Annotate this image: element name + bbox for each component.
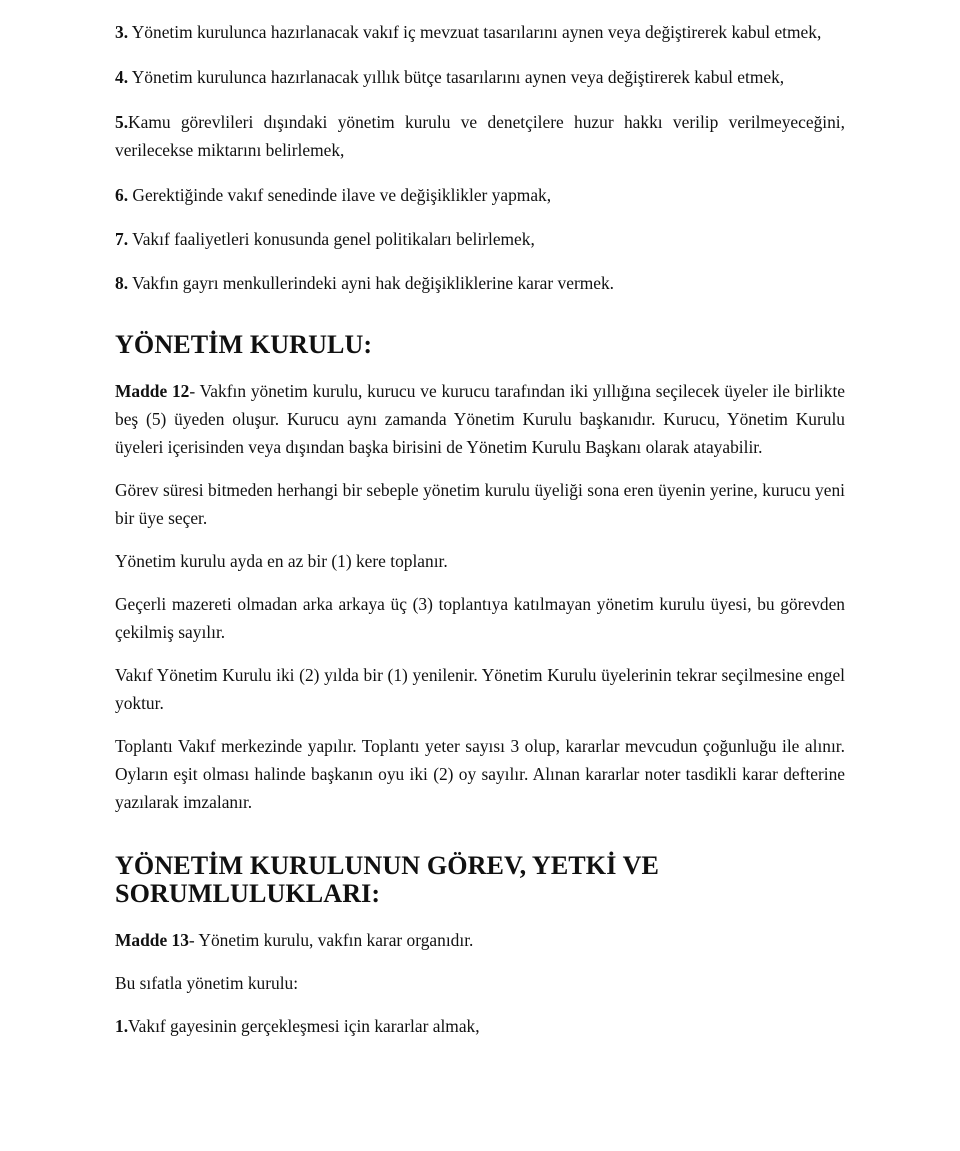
paragraph-yenilenme: Vakıf Yönetim Kurulu iki (2) yılda bir (1) yenilenir. Yönetim Kurulu üyelerinin tekrar seçilmesine engel yoktur. (115, 665, 845, 713)
document-page (115, 18, 845, 1040)
item-text: Gerektiğinde vakıf senedinde ilave ve değişiklikler yapmak, (128, 185, 552, 205)
item-number: 4. (115, 67, 129, 87)
madde-text: - Yönetim kurulu, vakfın karar organıdır. (188, 930, 474, 950)
list-item-8 (115, 269, 845, 297)
item-number: 3. (115, 22, 129, 42)
item-text: Kamu görevlileri dışındaki yönetim kurulu ve denetçilere huzur hakkı verilip verilmeyeceğini, verilecekse miktarını belirlemek, (115, 112, 845, 160)
paragraph-gorev-suresi: Görev süresi bitmeden herhangi bir sebeple yönetim kurulu üyeliği sona eren üyenin yerine, kurucu yeni bir üye seçer. (115, 480, 845, 528)
list-item-7 (115, 225, 845, 253)
item-number: 1. (115, 1016, 129, 1036)
section-heading-yonetim-kurulu: YÖNETİM KURULU: (115, 330, 373, 359)
paragraph-toplanti: Toplantı Vakıf merkezinde yapılır. Toplantı yeter sayısı 3 olup, kararlar mevcudun çoğunluğu ile alınır. Oyların eşit olması halinde başkanın oyu iki (2) oy sayılır. Alınan kararlar noter tasdikli karar defterine yazılarak imzalanır. (115, 736, 845, 812)
list-item-1 (115, 1012, 845, 1040)
paragraph-mazeret: Geçerli mazereti olmadan arka arkaya üç (3) toplantıya katılmayan yönetim kurulu üyesi, bu görevden çekilmiş sayılır. (115, 594, 845, 642)
item-number: 8. (115, 273, 129, 293)
item-number: 5. (115, 112, 129, 132)
madde-text: - Vakfın yönetim kurulu, kurucu ve kurucu tarafından iki yıllığına seçilecek üyeler ile birlikte beş (5) üyeden oluşur. Kurucu aynı zamanda Yönetim Kurulu başkanıdır. Kurucu, Yönetim Kurulu üyeleri içerisinden veya dışından başka birisini de Yönetim Kurulu Başkanı olarak atayabilir. (115, 381, 845, 457)
list-item-5 (115, 108, 845, 164)
madde-13-paragraph (115, 926, 845, 954)
item-text: Yönetim kurulunca hazırlanacak vakıf iç mevzuat tasarılarını aynen veya değiştirerek kabul etmek, (128, 22, 822, 42)
list-item-6 (115, 181, 845, 209)
item-text: Vakfın gayrı menkullerindeki ayni hak değişikliklerine karar vermek. (128, 273, 615, 293)
item-text: Vakıf gayesinin gerçekleşmesi için kararlar almak, (128, 1016, 480, 1036)
madde-label: Madde 12 (115, 381, 190, 401)
item-number: 6. (115, 185, 129, 205)
list-item-4 (115, 63, 845, 91)
item-number: 7. (115, 229, 129, 249)
item-text: Yönetim kurulunca hazırlanacak yıllık bütçe tasarılarını aynen veya değiştirerek kabul etmek, (128, 67, 785, 87)
list-item-3 (115, 18, 845, 46)
paragraph-toplanma-sikligi: Yönetim kurulu ayda en az bir (1) kere toplanır. (115, 551, 448, 571)
section-heading-gorev-yetki: YÖNETİM KURULUNUN GÖREV, YETKİ VE SORUMLULUKLARI: (115, 851, 660, 908)
paragraph-intro: Bu sıfatla yönetim kurulu: (115, 973, 299, 993)
madde-label: Madde 13 (115, 930, 189, 950)
item-text: Vakıf faaliyetleri konusunda genel politikaları belirlemek, (128, 229, 535, 249)
madde-12-paragraph (115, 377, 845, 461)
